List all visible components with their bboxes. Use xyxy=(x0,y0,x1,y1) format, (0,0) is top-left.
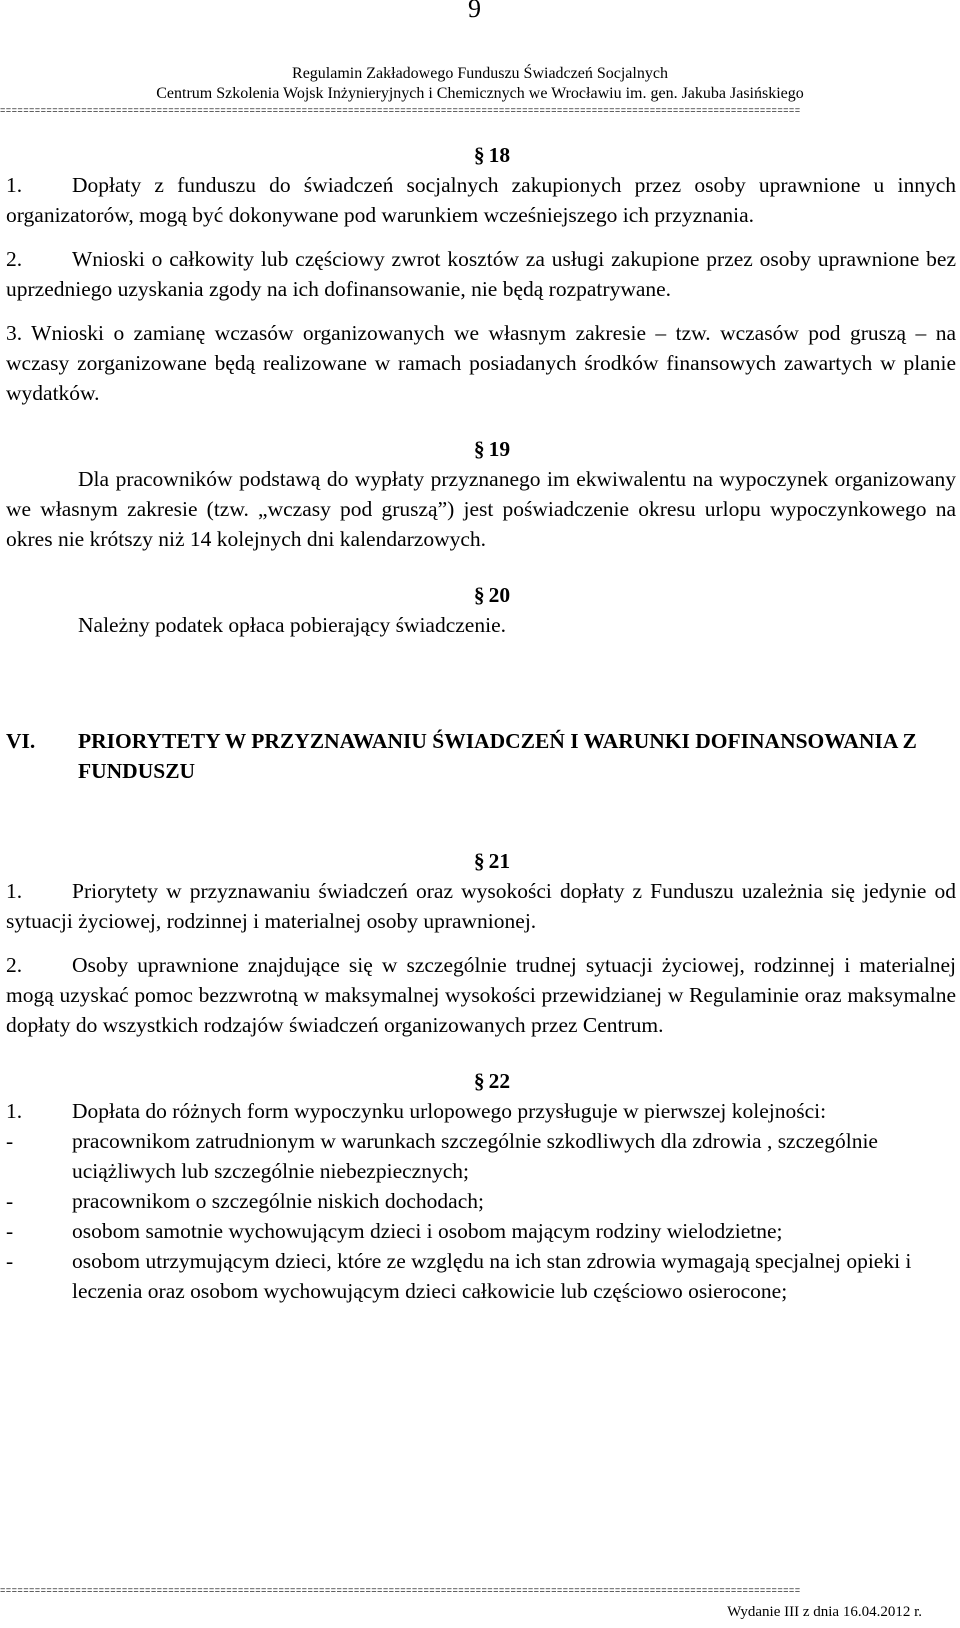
spacer xyxy=(6,408,956,434)
section-symbol: § xyxy=(473,583,485,607)
paragraph-20: Należny podatek opłaca pobierający świadczenie. xyxy=(78,613,506,637)
list-dash: - xyxy=(6,1189,14,1213)
list-item xyxy=(6,1216,956,1246)
list-item xyxy=(6,1126,956,1186)
chapter-title: PRIORYTETY W PRZYZNAWANIU ŚWIADCZEŃ I WARUNKI DOFINANSOWANIA Z FUNDUSZU xyxy=(78,729,917,783)
list-item-text: pracownikom o szczególnie niskich dochodach; xyxy=(72,1189,484,1213)
page-number: 9 xyxy=(468,0,481,23)
section-symbol: § xyxy=(473,849,485,873)
paragraph-number: 2. xyxy=(6,953,23,977)
paragraph-21-1 xyxy=(6,876,956,936)
paragraph-22-1 xyxy=(6,1096,956,1126)
section-symbol: § xyxy=(473,1069,485,1093)
section-number: 22 xyxy=(488,1069,511,1093)
section-number: 18 xyxy=(488,143,511,167)
section-number: 21 xyxy=(488,849,511,873)
spacer xyxy=(6,1040,956,1066)
section-heading-22 xyxy=(6,1066,956,1096)
chapter-heading xyxy=(6,726,956,786)
paragraph-18-1 xyxy=(6,170,956,230)
paragraph-19: Dla pracowników podstawą do wypłaty przyznanego im ekwiwalentu na wypoczynek organizowany we własnym zakresie (tzw. „wczasy pod gruszą”) jest poświadczenie okresu urlopu wypoczynkowego na okres nie krótszy niż 14 kolejnych dni kalendarzowych. xyxy=(6,467,956,551)
list-dash: - xyxy=(6,1249,14,1273)
section-heading-19 xyxy=(6,434,956,464)
list-item xyxy=(6,1186,956,1216)
paragraph-text: Osoby uprawnione znajdujące się w szczególnie trudnej sytuacji życiowej, rodzinnej i materialnej mogą uzyskać pomoc bezzwrotną w maksymalnej wysokości przewidzianej w Regulaminie oraz maksymalne dopłaty do wszystkich rodzajów świadczeń organizowanych przez Centrum. xyxy=(6,953,956,1037)
section-symbol: § xyxy=(473,437,485,461)
section-heading-18 xyxy=(6,140,956,170)
section-heading-21 xyxy=(6,846,956,876)
paragraph-number: 2. xyxy=(6,247,23,271)
paragraph-text: Dopłaty z funduszu do świadczeń socjalnych zakupionych przez osoby uprawnione u innych organizatorów, mogą być dokonywane pod warunkiem wcześniejszego ich przyznania. xyxy=(6,173,956,227)
section-heading-20 xyxy=(6,580,956,610)
paragraph-18-3: 3. Wnioski o zamianę wczasów organizowanych we własnym zakresie – tzw. wczasów pod gruszą – na wczasy zorganizowane będą realizowane w ramach posiadanych środków finansowych zawartych w planie wydatków. xyxy=(6,321,956,405)
paragraph-text: Wnioski o całkowity lub częściowy zwrot kosztów za usługi zakupione przez osoby uprawnione bez uprzedniego uzyskania zgody na ich dofinansowanie, nie będą rozpatrywane. xyxy=(6,247,956,301)
spacer xyxy=(6,786,956,846)
document-body xyxy=(6,140,956,1306)
list-dash: - xyxy=(6,1129,14,1153)
spacer xyxy=(6,304,956,318)
spacer xyxy=(6,936,956,950)
edition-footer: Wydanie III z dnia 16.04.2012 r. xyxy=(727,1604,922,1620)
paragraph-text: Dopłata do różnych form wypoczynku urlopowego przysługuje w pierwszej kolejności: xyxy=(72,1099,827,1123)
list-dash: - xyxy=(6,1219,14,1243)
chapter-number: VI. xyxy=(6,729,36,753)
list-item-text: osobom samotnie wychowującym dzieci i osobom mającym rodziny wielodzietne; xyxy=(72,1219,783,1243)
paragraph-21-2 xyxy=(6,950,956,1040)
spacer xyxy=(6,230,956,244)
section-number: 19 xyxy=(488,437,511,461)
paragraph-number: 1. xyxy=(6,173,23,197)
list-item xyxy=(6,1246,956,1306)
paragraph-number: 1. xyxy=(6,1099,23,1123)
list-item-text: osobom utrzymującym dzieci, które ze względu na ich stan zdrowia wymagają specjalnej opieki i leczenia oraz osobom wychowującym dzieci całkowicie lub częściowo osierocone; xyxy=(72,1249,912,1303)
header-regulation-title: Regulamin Zakładowego Funduszu Świadczeń Socjalnych xyxy=(292,65,668,82)
spacer xyxy=(6,640,956,726)
header-separator: ========================================================================================================================================== xyxy=(0,106,801,116)
list-item-text: pracownikom zatrudnionym w warunkach szczególnie szkodliwych dla zdrowia , szczególnie uciążliwych lub szczególnie niebezpiecznych; xyxy=(72,1129,878,1183)
paragraph-18-2 xyxy=(6,244,956,304)
paragraph-text: Priorytety w przyznawaniu świadczeń oraz wysokości dopłaty z Funduszu uzależnia się jedynie od sytuacji życiowej, rodzinnej i materialnej osoby uprawnionej. xyxy=(6,879,956,933)
spacer xyxy=(6,554,956,580)
section-number: 20 xyxy=(488,583,511,607)
footer-separator: ========================================================================================================================================== xyxy=(0,1586,801,1596)
document-header xyxy=(0,64,960,104)
section-symbol: § xyxy=(473,143,485,167)
header-institution-name: Centrum Szkolenia Wojsk Inżynieryjnych i Chemicznych we Wrocławiu im. gen. Jakuba Jasińskiego xyxy=(156,85,804,102)
paragraph-number: 1. xyxy=(6,879,23,903)
